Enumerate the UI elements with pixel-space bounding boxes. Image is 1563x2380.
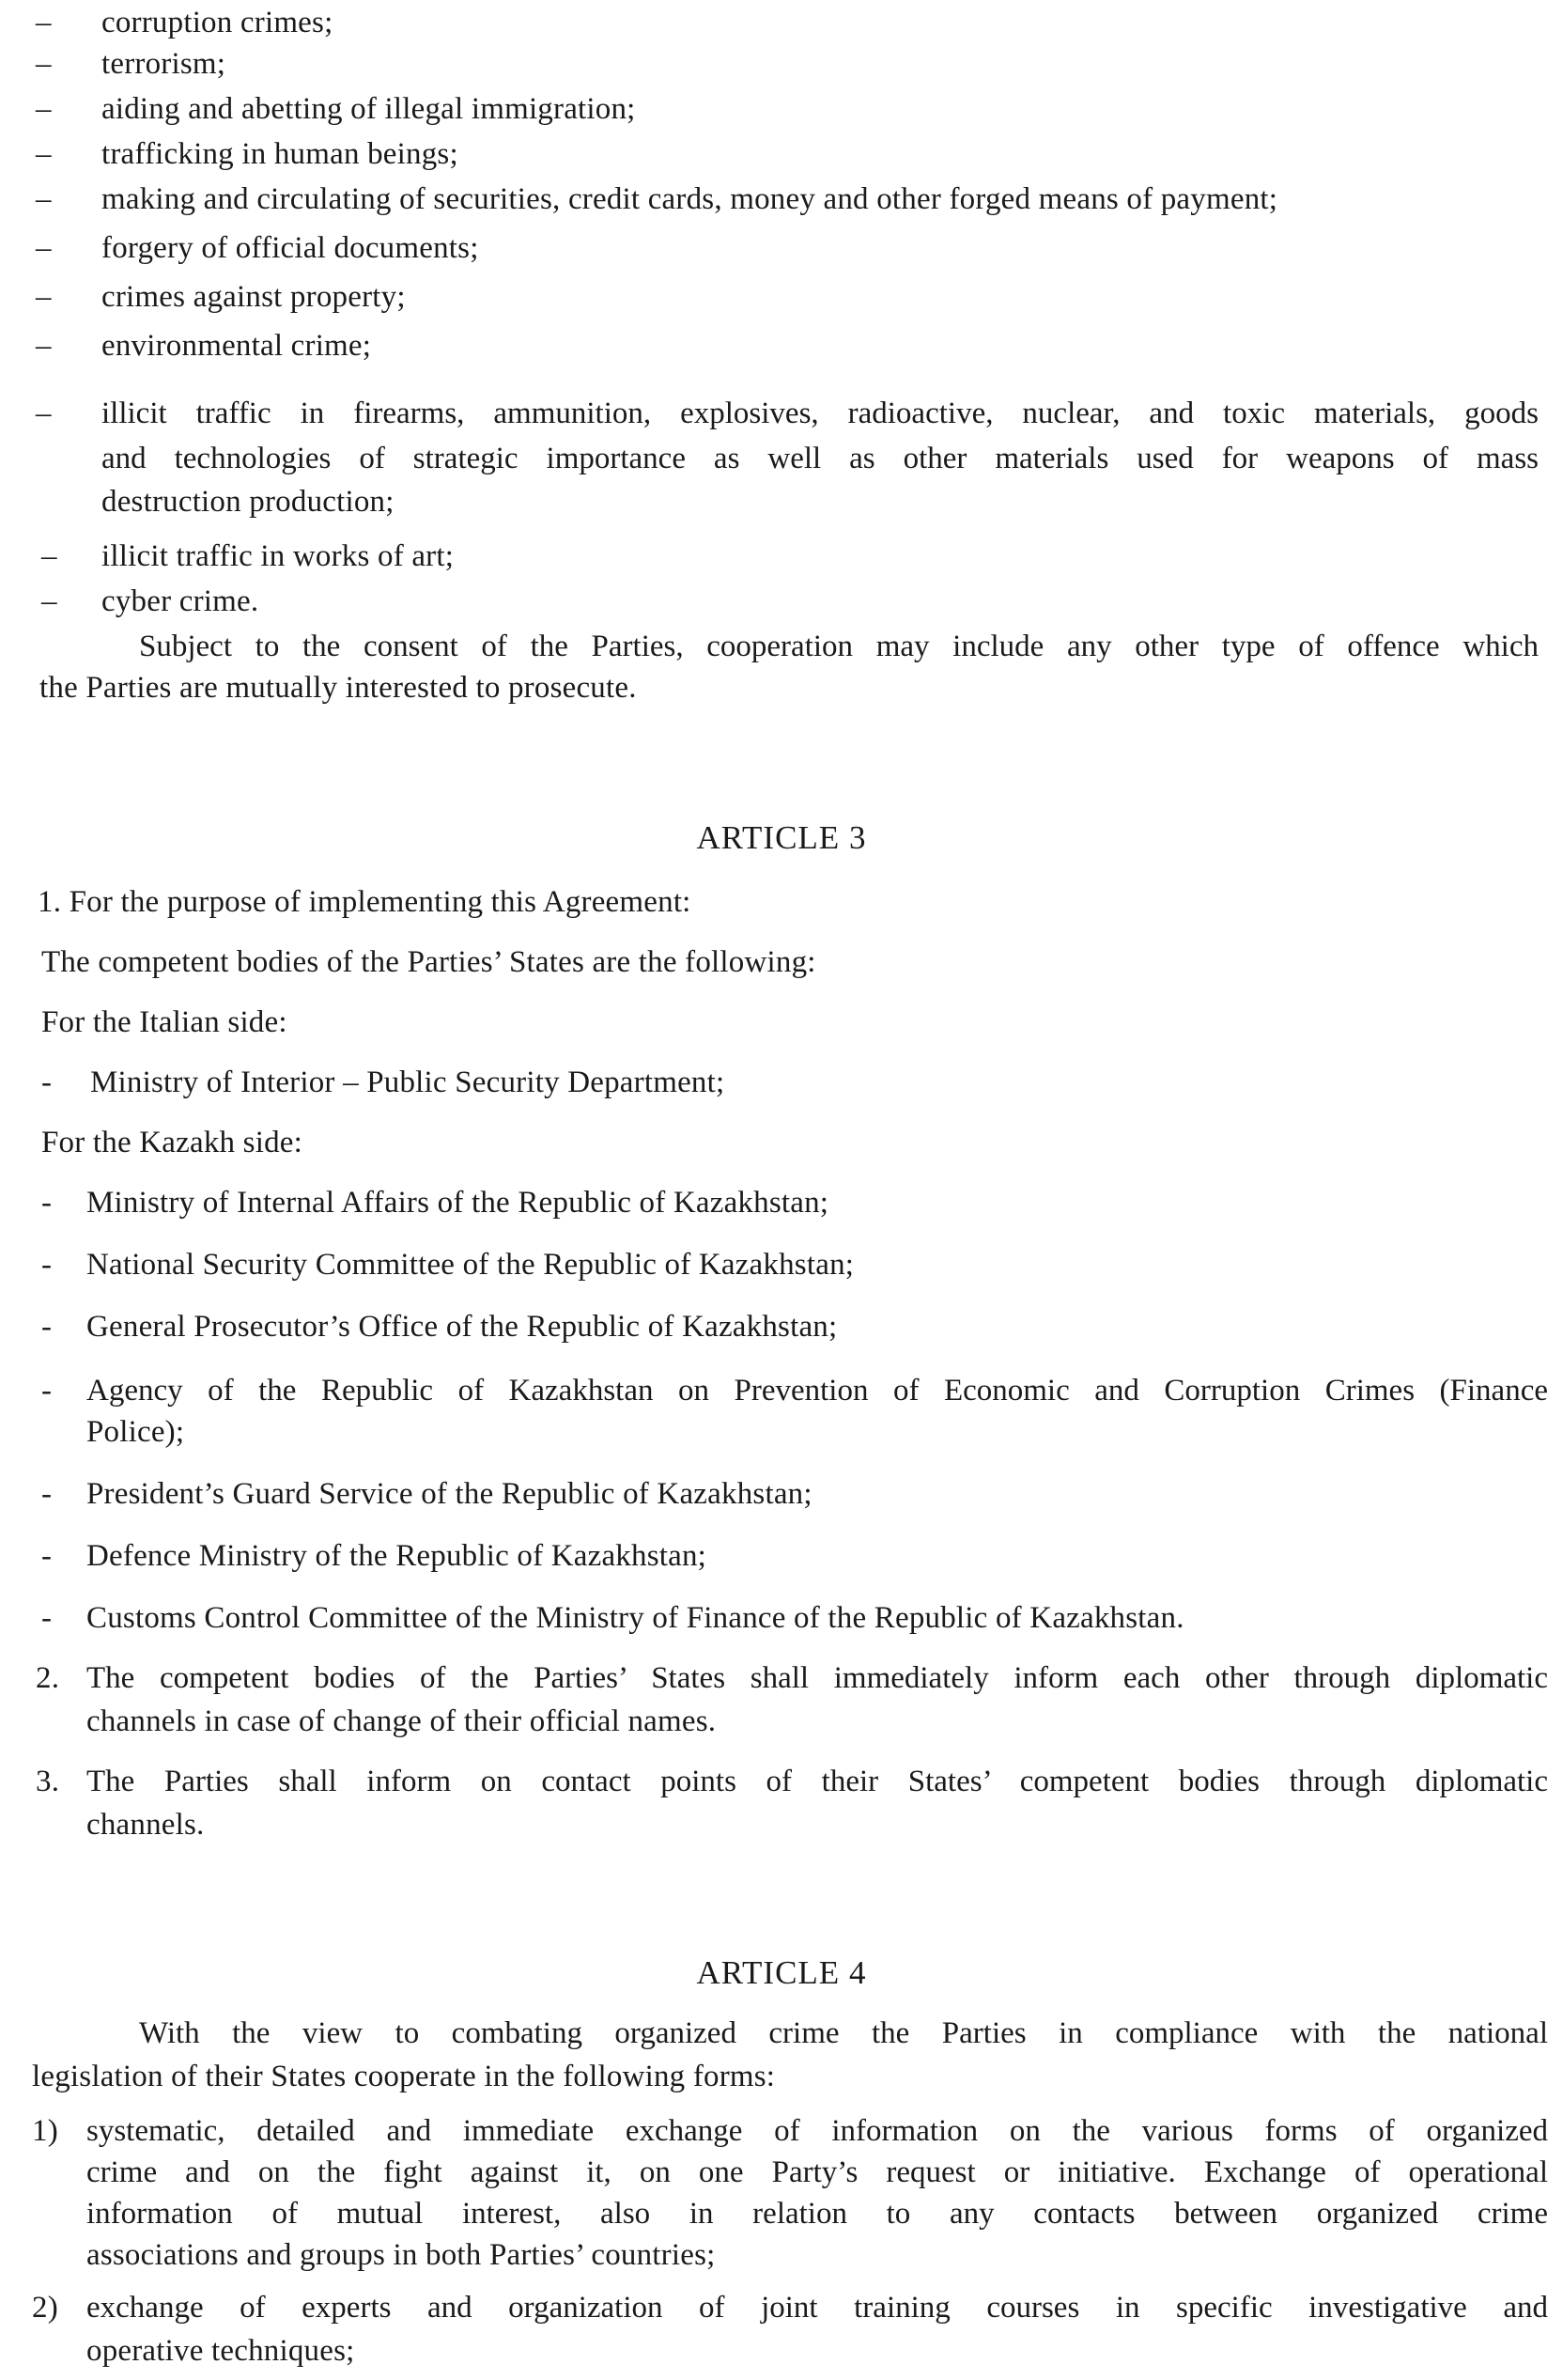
list-dash: - — [41, 1477, 52, 1511]
article-3-paragraph: 1. For the purpose of implementing this Agreement: — [38, 885, 691, 919]
list-item-line: illicit traffic in firearms, ammunition, explosives, radioactive, nuclear, and toxic materials, goods — [101, 397, 1539, 430]
list-item: crimes against property; — [101, 280, 406, 314]
list-dash: – — [36, 280, 52, 314]
list-item: trafficking in human beings; — [101, 137, 458, 171]
list-dash: - — [41, 1248, 52, 1282]
list-item: corruption crimes; — [101, 6, 333, 39]
italian-item: Ministry of Interior – Public Security Department; — [90, 1066, 725, 1099]
article-3-item-number: 3. — [36, 1765, 60, 1798]
kazakh-item: Defence Ministry of the Republic of Kazakhstan; — [86, 1539, 707, 1573]
list-dash: - — [41, 1374, 52, 1408]
list-dash: - — [41, 1066, 52, 1099]
kazakh-item: Customs Control Committee of the Ministry of Finance of the Republic of Kazakhstan. — [86, 1601, 1184, 1635]
list-item: environmental crime; — [101, 329, 372, 363]
article-3-item-line: channels. — [86, 1808, 205, 1842]
consent-paragraph-line: Subject to the consent of the Parties, cooperation may include any other type of offence which — [139, 630, 1539, 663]
article-4-intro-line: legislation of their States cooperate in the following forms: — [32, 2060, 776, 2093]
list-item: cyber crime. — [101, 584, 259, 618]
list-item-line: destruction production; — [101, 485, 395, 519]
article-3-paragraph: The competent bodies of the Parties’ States are the following: — [41, 945, 816, 979]
list-dash: - — [41, 1601, 52, 1635]
article-3-heading: ARTICLE 3 — [696, 819, 867, 856]
article-4-item-number: 1) — [32, 2114, 58, 2148]
list-dash: – — [36, 6, 52, 39]
list-dash: – — [36, 137, 52, 171]
list-item-line: and technologies of strategic importance as well as other materials used for weapons of mass — [101, 442, 1539, 475]
kazakh-item: President’s Guard Service of the Republic of Kazakhstan; — [86, 1477, 812, 1511]
kazakh-item-line: Agency of the Republic of Kazakhstan on Prevention of Economic and Corruption Crimes (Finance — [86, 1374, 1548, 1408]
article-4-heading: ARTICLE 4 — [696, 1954, 867, 1991]
article-4-item-line: associations and groups in both Parties’ countries; — [86, 2238, 716, 2272]
list-dash: – — [41, 584, 57, 618]
list-item: forgery of official documents; — [101, 231, 479, 265]
kazakh-item: National Security Committee of the Republic of Kazakhstan; — [86, 1248, 855, 1282]
list-dash: – — [41, 539, 57, 573]
italian-side-label: For the Italian side: — [41, 1005, 287, 1039]
article-4-item-line: systematic, detailed and immediate exchange of information on the various forms of organized — [86, 2114, 1548, 2148]
kazakh-item: Ministry of Internal Affairs of the Republic of Kazakhstan; — [86, 1186, 829, 1220]
list-dash: - — [41, 1310, 52, 1344]
article-4-item-line: exchange of experts and organization of joint training courses in specific investigative and — [86, 2291, 1548, 2325]
article-3-item-line: The competent bodies of the Parties’ States shall immediately inform each other through diplomatic — [86, 1661, 1548, 1695]
article-4-item-number: 2) — [32, 2291, 58, 2325]
list-item: illicit traffic in works of art; — [101, 539, 455, 573]
consent-paragraph-line: the Parties are mutually interested to prosecute. — [39, 671, 637, 705]
list-dash: – — [36, 329, 52, 363]
kazakh-item: General Prosecutor’s Office of the Republic of Kazakhstan; — [86, 1310, 838, 1344]
article-3-item-line: The Parties shall inform on contact points of their States’ competent bodies through diplomatic — [86, 1765, 1548, 1798]
kazakh-item-line: Police); — [86, 1415, 185, 1449]
list-dash: – — [36, 92, 52, 126]
list-item: aiding and abetting of illegal immigration; — [101, 92, 636, 126]
list-dash: – — [36, 182, 52, 216]
article-4-intro-line: With the view to combating organized crime the Parties in compliance with the national — [139, 2016, 1548, 2050]
list-dash: – — [36, 231, 52, 265]
article-3-item-line: channels in case of change of their official names. — [86, 1704, 717, 1738]
kazakh-side-label: For the Kazakh side: — [41, 1126, 303, 1159]
article-4-item-line: operative techniques; — [86, 2334, 355, 2368]
list-item: terrorism; — [101, 47, 226, 81]
list-dash: – — [36, 47, 52, 81]
list-dash: - — [41, 1186, 52, 1220]
list-dash: - — [41, 1539, 52, 1573]
article-3-item-number: 2. — [36, 1661, 60, 1695]
article-4-item-line: information of mutual interest, also in relation to any contacts between organized crime — [86, 2197, 1548, 2231]
article-4-item-line: crime and on the fight against it, on one Party’s request or initiative. Exchange of operational — [86, 2155, 1548, 2189]
list-dash: – — [36, 397, 52, 430]
list-item: making and circulating of securities, credit cards, money and other forged means of payment; — [101, 182, 1278, 216]
